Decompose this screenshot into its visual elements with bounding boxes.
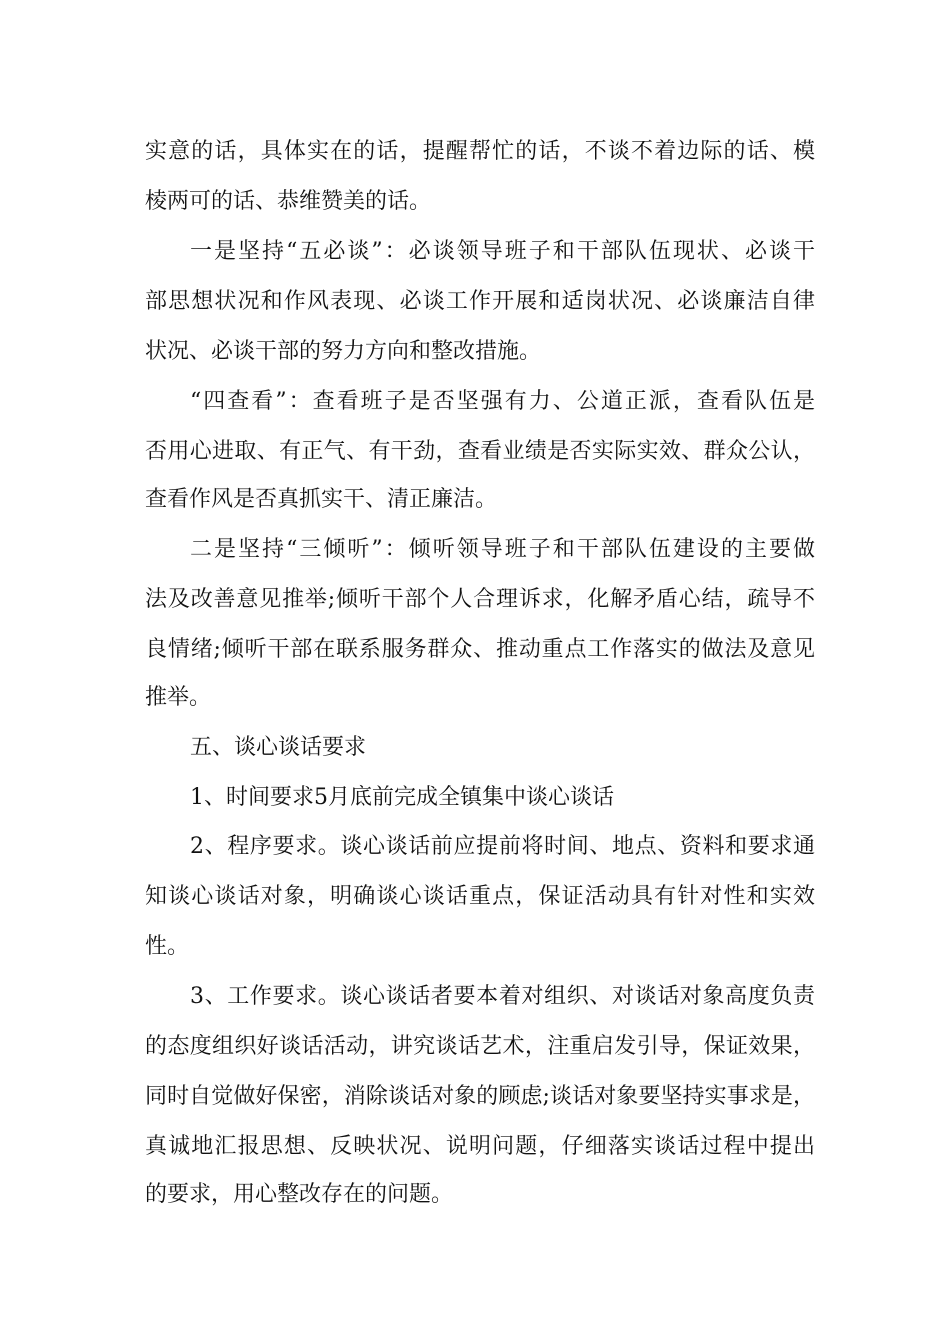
text-line: 推举。 bbox=[145, 685, 212, 710]
text-line: 2、程序要求。谈心谈话前应提前将时间、地点、资料和要求通 bbox=[190, 834, 815, 859]
text-line: 知谈心谈话对象，明确谈心谈话重点，保证活动具有针对性和实效 bbox=[145, 884, 815, 909]
text-line: 性。 bbox=[145, 934, 190, 959]
text-line: 3、工作要求。谈心谈话者要本着对组织、对谈话对象高度负责 bbox=[190, 984, 815, 1009]
text-line: “四查看”：查看班子是否坚强有力、公道正派，查看队伍是 bbox=[190, 389, 815, 414]
section-heading: 五、谈心谈话要求 bbox=[190, 735, 367, 760]
text-line: 法及改善意见推举;倾听干部个人合理诉求，化解矛盾心结，疏导不 bbox=[145, 587, 815, 612]
text-line: 否用心进取、有正气、有干劲，查看业绩是否实际实效、群众公认， bbox=[145, 439, 815, 464]
text-line: 查看作风是否真抓实干、清正廉洁。 bbox=[145, 487, 498, 512]
text-line: 状况、必谈干部的努力方向和整改措施。 bbox=[145, 339, 542, 364]
text-line: 二是坚持“三倾听”：倾听领导班子和干部队伍建设的主要做 bbox=[190, 537, 815, 562]
text-line: 棱两可的话、恭维赞美的话。 bbox=[145, 189, 432, 214]
text-line: 一是坚持“五必谈”：必谈领导班子和干部队伍现状、必谈干 bbox=[190, 239, 815, 264]
text-line: 的要求，用心整改存在的问题。 bbox=[145, 1182, 454, 1207]
text-line: 同时自觉做好保密，消除谈话对象的顾虑;谈话对象要坚持实事求是， bbox=[145, 1084, 815, 1109]
text-line: 真诚地汇报思想、反映状况、说明问题，仔细落实谈话过程中提出 bbox=[145, 1134, 815, 1159]
text-line: 1、时间要求5月底前完成全镇集中谈心谈话 bbox=[190, 785, 614, 810]
text-line: 部思想状况和作风表现、必谈工作开展和适岗状况、必谈廉洁自律 bbox=[145, 289, 815, 314]
text-line: 的态度组织好谈话活动，讲究谈话艺术，注重启发引导，保证效果， bbox=[145, 1034, 815, 1059]
text-line: 实意的话，具体实在的话，提醒帮忙的话，不谈不着边际的话、模 bbox=[145, 139, 815, 164]
text-line: 良情绪;倾听干部在联系服务群众、推动重点工作落实的做法及意见 bbox=[145, 637, 815, 662]
